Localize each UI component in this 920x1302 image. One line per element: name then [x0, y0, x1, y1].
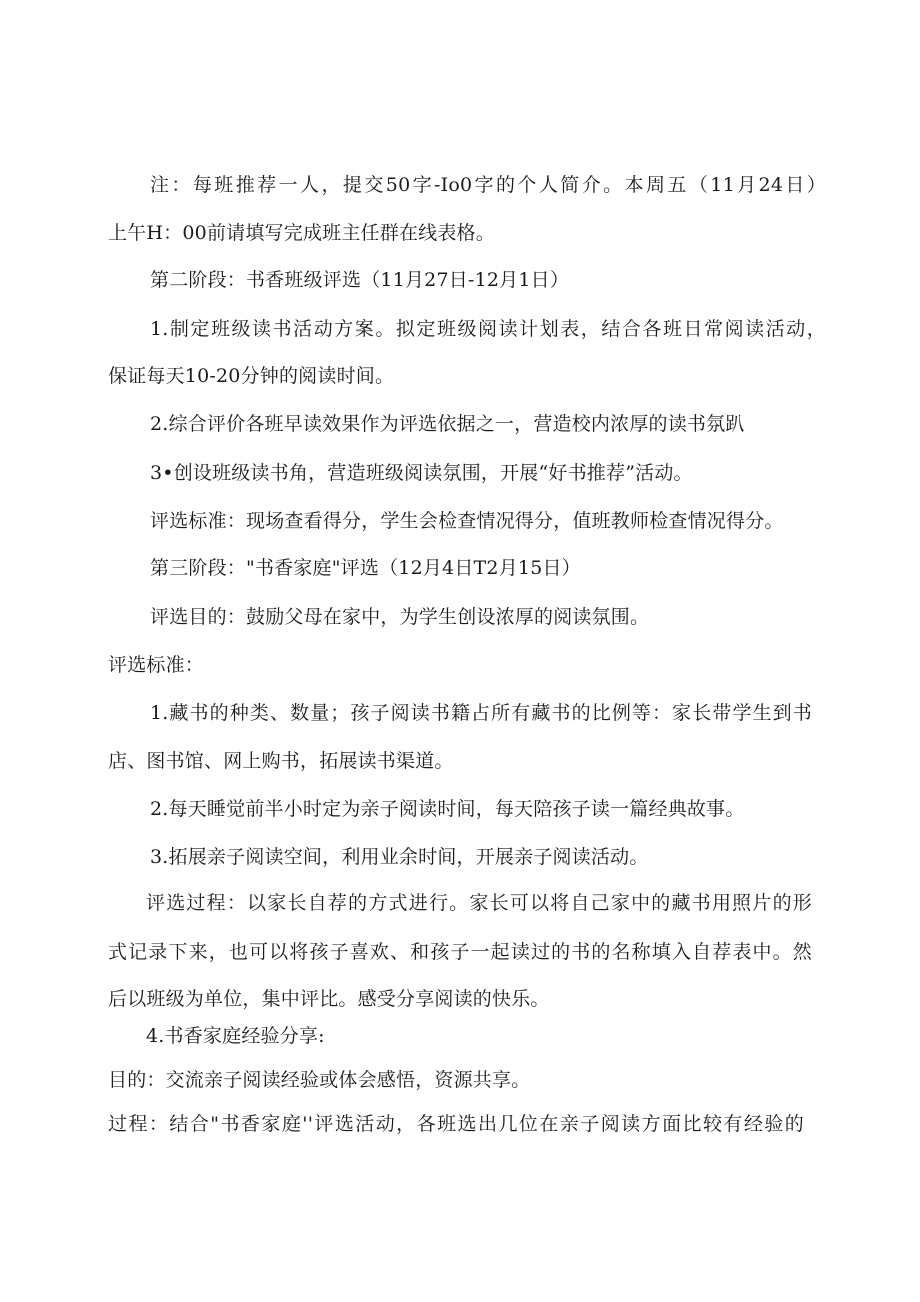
text-line-7: 3•创设班级读书角，营造班级阅读氛围，开展“好书推荐”活动。	[150, 462, 693, 484]
text-line-21: 过程：结合"书香家庭''评选活动，各班选出几位在亲子阅读方面比较有经验的	[108, 1113, 804, 1135]
text-line-4: 1.制定班级读书活动方案。拟定班级阅读计划表，结合各班日常阅读活动，	[150, 318, 826, 340]
text-line-6: 2.综合评价各班早读效果作为评选依据之一，营造校内浓厚的读书氛趴	[150, 413, 745, 435]
text-line-18: 后以班级为单位，集中评比。感受分享阅读的快乐。	[108, 988, 550, 1010]
text-line-11: 评选标准：	[108, 654, 205, 676]
text-line-3: 第二阶段：书香班级评选（11月27日-12月1日）	[150, 269, 570, 291]
text-line-9: 第三阶段："书香家庭"评选（12月4日T2月15日）	[150, 557, 581, 579]
text-line-1: 注：每班推荐一人，提交50字-Io0字的个人简介。本周五（11月24日）	[150, 174, 826, 196]
text-line-13: 店、图书馆、网上购书，拓展读书渠道。	[108, 750, 454, 772]
text-line-12: 1.藏书的种类、数量；孩子阅读书籍占所有藏书的比例等：家长带学生到书	[150, 702, 812, 724]
text-line-19: 4.书香家庭经验分享:	[146, 1025, 325, 1047]
text-line-2: 上午H：00前请填写完成班主任群在线表格。	[108, 222, 495, 244]
text-line-20: 目的：交流亲子阅读经验或体会感悟，资源共享。	[108, 1069, 531, 1091]
text-line-14: 2.每天睡觉前半小时定为亲子阅读时间，每天陪孩子读一篇经典故事。	[150, 798, 745, 820]
text-line-16: 评选过程：以家长自荐的方式进行。家长可以将自己家中的藏书用照片的形	[146, 892, 812, 914]
text-line-17: 式记录下来，也可以将孩子喜欢、和孩子一起读过的书的名称填入自荐表中。然	[108, 941, 812, 963]
text-line-10: 评选目的：鼓励父母在家中，为学生创设浓厚的阅读氛围。	[150, 606, 650, 628]
text-line-5: 保证每天10-20分钟的阅读时间。	[108, 365, 395, 387]
text-line-15: 3.拓展亲子阅读空间，利用业余时间，开展亲子阅读活动。	[150, 846, 649, 868]
text-line-8: 评选标准：现场查看得分，学生会检查情况得分，值班教师检查情况得分。	[150, 510, 784, 532]
